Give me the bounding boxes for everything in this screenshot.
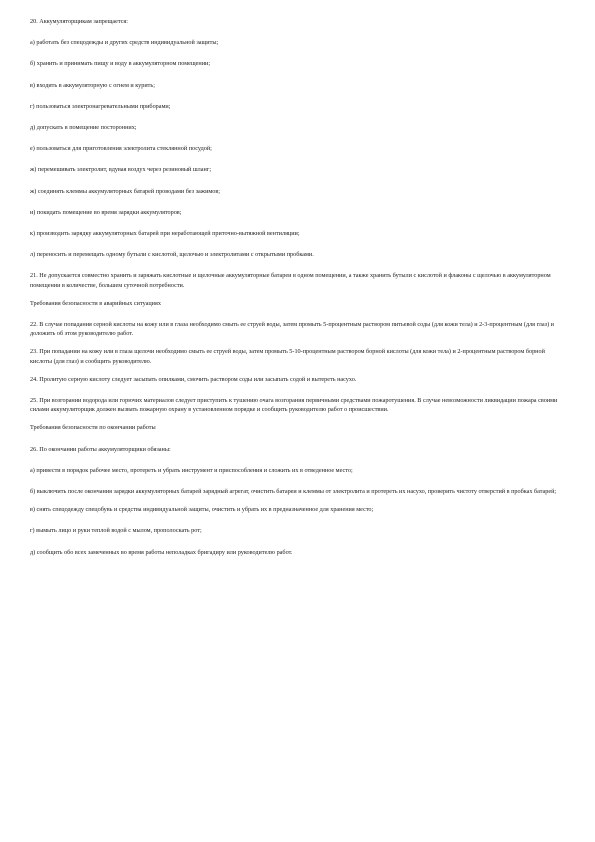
paragraph-22: 22. В случае попадания серной кислоты на кожу или в глаза необходимо смыть ее струей воды, затем промыть 5-процентным раствором питьевой соды (для кожи тела) и 2-3-процентным (для глаз) и доложить об этом руководителю работ.: [30, 321, 554, 338]
list-item-a: а) работать без спецодежды и других средств индивидуальной защиты;: [30, 39, 219, 47]
section-heading-after-work: Требования безопасности по окончании работы: [30, 424, 156, 432]
paragraph-23: 23. При попадании на кожу или в глаза щелочи необходимо смыть ее струей воды, затем промыть 5-10-процентным раствором борной кислоты (для кожи тела) и 2-процентным раствором борной кислоты (для глаз) и сообщить руководителю.: [30, 348, 545, 365]
list-item-k: к) производить зарядку аккумуляторных батарей при неработающей приточно-вытяжной вентиляции;: [30, 230, 300, 238]
list-item-b: б) хранить и принимать пищу и воду в аккумуляторном помещении;: [30, 60, 211, 68]
list-item-e: е) пользоваться для приготовления электролита стеклянной посудой;: [30, 145, 212, 153]
paragraph-21: 21. Не допускается совместно хранить и заряжать кислотные и щелочные аккумуляторные батареи в одном помещении, а также хранить бутыли с кислотой и флаконы с щелочью в аккумуляторном помещении в количестве, большем суточной потребности.: [30, 272, 551, 289]
list-item-l: л) переносить и перемещать одному бутыли с кислотой, щелочью и электролитами с открытыми пробками.: [30, 251, 314, 259]
document-body: [30, 17, 566, 569]
after-work-item-a: а) привести в порядок рабочее место, протереть и убрать инструмент и приспособления и сложить их в отведенное место;: [30, 466, 353, 474]
list-item-zh-2: ж) соединять клеммы аккумуляторных батарей проводами без зажимов;: [30, 187, 221, 195]
list-item-zh: ж) перемешивать электролит, вдувая воздух через резиновый шланг;: [30, 166, 212, 174]
paragraph-24: 24. Пролитую серную кислоту следует засыпать опилками, смочить раствором соды или засыпать содой и вытереть насухо.: [30, 375, 357, 383]
after-work-item-g: г) вымыть лицо и руки теплой водой с мылом, прополоскать рот;: [30, 527, 202, 535]
paragraph-25: 25. При возгорании водорода или горючих материалов следует приступить к тушению очага возгорания первичными средствами пожаротушения. В случае невозможности ликвидации пожара своими силами аккумуляторщик должен вызвать пожарную охрану в установленном порядке и сообщить руководителю работ о происшествии.: [30, 397, 558, 414]
list-item-i: и) покидать помещение во время зарядки аккумуляторов;: [30, 208, 182, 216]
list-item-d: д) допускать в помещение посторонних;: [30, 124, 137, 132]
section-heading-emergency: Требования безопасности в аварийных ситуациях: [30, 299, 161, 307]
after-work-item-v: в) снять спецодежду спецобувь и средства индивидуальной защиты, очистить и убрать их в предназначенное для хранения место;: [30, 506, 374, 514]
paragraph-20: 20. Аккумуляторщикам запрещается:: [30, 18, 128, 25]
after-work-item-d: д) сообщить обо всех замеченных во время работы неполадках бригадиру или руководителю работ.: [30, 548, 293, 556]
list-item-v: в) входить в аккумуляторную с огнем и курить;: [30, 81, 155, 89]
after-work-item-b: б) выключить после окончания зарядки аккумуляторных батарей зарядный агрегат, очистить батареи и клеммы от электролита и протереть их насухо, проверить чистоту отверстий в пробках батарей;: [30, 488, 557, 496]
list-item-g: г) пользоваться электронагревательными приборами;: [30, 102, 171, 110]
paragraph-26: 26. По окончании работы аккумуляторщики обязаны:: [30, 445, 171, 453]
